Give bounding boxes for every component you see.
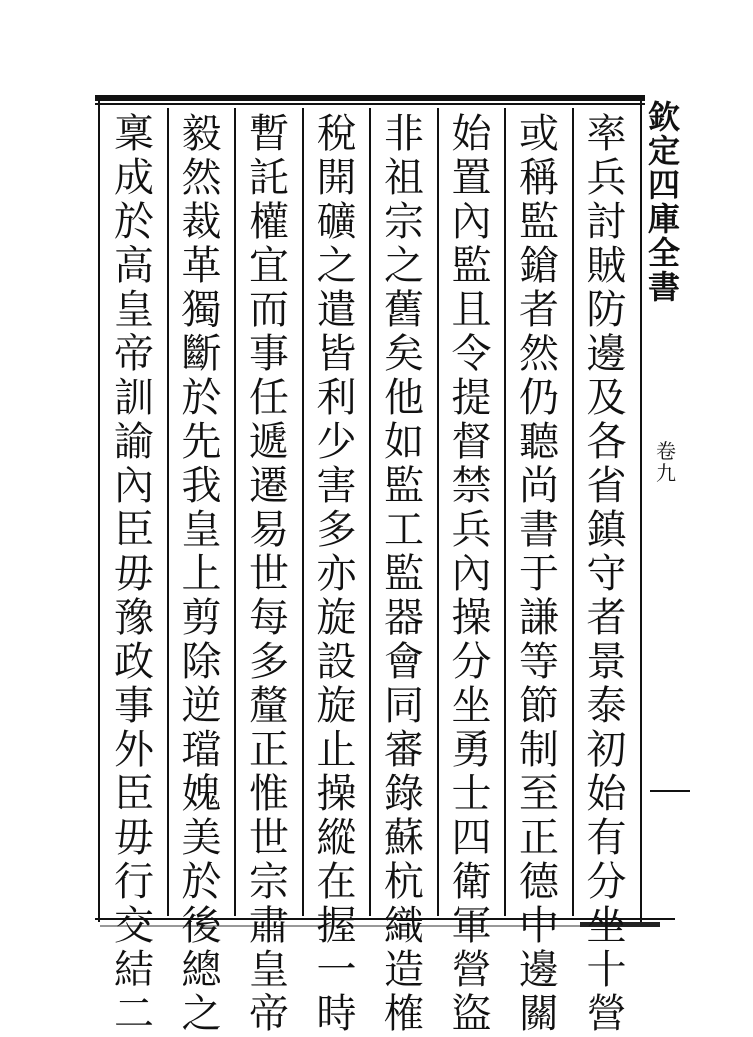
column-char: 監 <box>451 243 492 289</box>
column-char: 暫 <box>249 111 289 157</box>
column-char: 舊 <box>384 287 424 333</box>
column-char: 多 <box>249 639 289 685</box>
column-char: 賊 <box>586 243 627 289</box>
column-char: 稟 <box>114 111 154 157</box>
column-char: 始 <box>451 111 492 157</box>
column-char: 仍 <box>519 375 559 421</box>
column-char: 害 <box>316 463 357 509</box>
column-char: 鎮 <box>586 507 627 553</box>
column-char: 美 <box>181 815 222 861</box>
column-char: 至 <box>519 771 559 817</box>
column-char: 分 <box>586 859 627 905</box>
column-char: 內 <box>451 199 492 245</box>
margin-title-char: 庫 <box>647 200 680 238</box>
column-char: 裁 <box>181 199 222 245</box>
column-char: 握 <box>316 903 357 949</box>
column-char: 諭 <box>114 419 154 465</box>
column-char: 內 <box>451 551 492 597</box>
margin-book-title <box>646 100 682 370</box>
column-char: 內 <box>114 463 154 509</box>
column-char: 正 <box>519 815 559 861</box>
column-char: 兵 <box>586 155 627 201</box>
column-char: 勇 <box>451 727 492 773</box>
column-char: 革 <box>181 243 222 289</box>
column-char: 旋 <box>316 683 357 729</box>
column-char: 盜 <box>451 991 492 1037</box>
column-char: 及 <box>586 375 627 421</box>
column-char: 毋 <box>114 815 154 861</box>
column-char: 易 <box>249 507 289 553</box>
column-char: 事 <box>249 331 289 377</box>
column-char: 高 <box>114 243 154 289</box>
column-char: 行 <box>114 859 154 905</box>
column-char: 少 <box>316 419 357 465</box>
column-char: 祖 <box>384 155 424 201</box>
column-char: 二 <box>114 991 154 1037</box>
column-char: 禁 <box>451 463 492 509</box>
column-char: 矣 <box>384 331 424 377</box>
column-char: 毋 <box>114 551 154 597</box>
column-char: 同 <box>384 683 424 729</box>
column-char: 監 <box>384 551 424 597</box>
column-char: 皆 <box>316 331 357 377</box>
column-char: 各 <box>586 419 627 465</box>
column-char: 旋 <box>316 595 357 641</box>
column-char: 四 <box>451 815 492 861</box>
column-char: 惟 <box>249 771 289 817</box>
text-column <box>100 111 168 1037</box>
column-char: 斷 <box>181 331 222 377</box>
column-char: 令 <box>451 331 492 377</box>
column-char: 肅 <box>249 903 289 949</box>
column-char: 剪 <box>181 595 222 641</box>
column-char: 臣 <box>114 771 154 817</box>
column-char: 錄 <box>384 771 424 817</box>
column-char: 聽 <box>519 419 559 465</box>
column-char: 世 <box>249 551 289 597</box>
text-column <box>235 111 303 1037</box>
column-char: 關 <box>519 991 559 1037</box>
margin-juan-char: 九 <box>656 461 676 485</box>
column-char: 營 <box>586 991 627 1037</box>
column-char: 之 <box>384 243 424 289</box>
column-char: 德 <box>519 859 559 905</box>
column-char: 之 <box>181 991 222 1037</box>
column-char: 邊 <box>586 331 627 377</box>
column-char: 制 <box>519 727 559 773</box>
column-char: 我 <box>181 463 222 509</box>
column-char: 兵 <box>451 507 492 553</box>
column-char: 世 <box>249 815 289 861</box>
column-char: 且 <box>451 287 492 333</box>
column-char: 軍 <box>451 903 492 949</box>
column-char: 每 <box>249 595 289 641</box>
column-char: 外 <box>114 727 154 773</box>
column-char: 利 <box>316 375 357 421</box>
column-char: 皇 <box>181 507 222 553</box>
column-char: 毅 <box>181 111 222 157</box>
column-char: 審 <box>384 727 424 773</box>
text-column <box>168 111 236 1037</box>
column-char: 成 <box>114 155 154 201</box>
column-char: 遣 <box>316 287 357 333</box>
text-column <box>370 111 438 1037</box>
column-char: 時 <box>316 991 357 1037</box>
column-char: 逆 <box>181 683 222 729</box>
text-column <box>438 111 506 1037</box>
column-char: 稅 <box>316 111 357 157</box>
column-char: 織 <box>384 903 424 949</box>
column-char: 皇 <box>114 287 154 333</box>
column-char: 工 <box>384 507 424 553</box>
column-char: 總 <box>181 947 222 993</box>
column-char: 釐 <box>249 683 289 729</box>
column-char: 十 <box>586 947 627 993</box>
column-char: 操 <box>451 595 492 641</box>
text-column <box>303 111 371 1037</box>
column-char: 或 <box>519 111 559 157</box>
column-char: 中 <box>519 903 559 949</box>
column-char: 獨 <box>181 287 222 333</box>
column-char: 謙 <box>519 595 559 641</box>
column-char: 防 <box>586 287 627 333</box>
column-char: 景 <box>586 639 627 685</box>
column-char: 監 <box>384 463 424 509</box>
column-char: 任 <box>249 375 289 421</box>
column-char: 亦 <box>316 551 357 597</box>
margin-title-char: 四 <box>647 166 680 204</box>
column-char: 者 <box>519 287 559 333</box>
column-char: 監 <box>519 199 559 245</box>
margin-volume-label <box>652 440 680 484</box>
column-char: 而 <box>249 287 289 333</box>
column-char: 榷 <box>384 991 424 1037</box>
column-char: 等 <box>519 639 559 685</box>
column-char: 始 <box>586 771 627 817</box>
column-char: 止 <box>316 727 357 773</box>
column-char: 操 <box>316 771 357 817</box>
column-char: 縱 <box>316 815 357 861</box>
column-char: 在 <box>316 859 357 905</box>
column-char: 宗 <box>384 199 424 245</box>
column-char: 于 <box>519 551 559 597</box>
column-char: 督 <box>451 419 492 465</box>
column-char: 皇 <box>249 947 289 993</box>
column-char: 豫 <box>114 595 154 641</box>
column-char: 於 <box>181 375 222 421</box>
column-char: 後 <box>181 903 222 949</box>
column-char: 他 <box>384 375 424 421</box>
column-char: 蘇 <box>384 815 424 861</box>
margin-juan-char: 卷 <box>656 439 676 463</box>
column-char: 正 <box>249 727 289 773</box>
column-char: 會 <box>384 639 424 685</box>
column-char: 討 <box>586 199 627 245</box>
column-char: 稱 <box>519 155 559 201</box>
column-char: 衛 <box>451 859 492 905</box>
column-char: 交 <box>114 903 154 949</box>
column-char: 非 <box>384 111 424 157</box>
column-char: 訓 <box>114 375 154 421</box>
column-char: 杭 <box>384 859 424 905</box>
column-char: 尚 <box>519 463 559 509</box>
column-char: 鎗 <box>519 243 559 289</box>
column-char: 造 <box>384 947 424 993</box>
column-char: 璫 <box>181 727 222 773</box>
margin-title-char: 全 <box>647 234 680 272</box>
column-char: 書 <box>519 507 559 553</box>
column-char: 多 <box>316 507 357 553</box>
column-char: 者 <box>586 595 627 641</box>
column-char: 託 <box>249 155 289 201</box>
column-char: 帝 <box>249 991 289 1037</box>
column-char: 礦 <box>316 199 357 245</box>
column-char: 於 <box>114 199 154 245</box>
column-char: 權 <box>249 199 289 245</box>
column-char: 然 <box>519 331 559 377</box>
column-char: 於 <box>181 859 222 905</box>
column-char: 坐 <box>586 903 627 949</box>
column-char: 率 <box>586 111 627 157</box>
column-char: 器 <box>384 595 424 641</box>
column-char: 士 <box>451 771 492 817</box>
top-border <box>95 95 645 101</box>
column-char: 坐 <box>451 683 492 729</box>
text-column <box>505 111 573 1037</box>
column-char: 政 <box>114 639 154 685</box>
column-char: 之 <box>316 243 357 289</box>
column-char: 有 <box>586 815 627 861</box>
column-char: 泰 <box>586 683 627 729</box>
column-char: 一 <box>316 947 357 993</box>
column-char: 營 <box>451 947 492 993</box>
column-char: 守 <box>586 551 627 597</box>
column-char: 除 <box>181 639 222 685</box>
column-char: 然 <box>181 155 222 201</box>
column-char: 上 <box>181 551 222 597</box>
column-char: 邊 <box>519 947 559 993</box>
margin-title-char: 書 <box>647 268 680 306</box>
column-char: 宜 <box>249 243 289 289</box>
column-char: 結 <box>114 947 154 993</box>
text-column <box>573 111 641 1037</box>
column-char: 節 <box>519 683 559 729</box>
column-char: 媿 <box>181 771 222 817</box>
column-char: 提 <box>451 375 492 421</box>
column-char: 省 <box>586 463 627 509</box>
column-char: 遷 <box>249 463 289 509</box>
column-char: 遞 <box>249 419 289 465</box>
column-char: 設 <box>316 639 357 685</box>
column-char: 臣 <box>114 507 154 553</box>
margin-title-char: 欽 <box>647 98 680 136</box>
column-char: 宗 <box>249 859 289 905</box>
column-char: 初 <box>586 727 627 773</box>
column-char: 先 <box>181 419 222 465</box>
column-char: 帝 <box>114 331 154 377</box>
top-border-inner <box>95 103 645 105</box>
margin-edge-mark <box>650 790 690 792</box>
column-char: 如 <box>384 419 424 465</box>
margin-title-char: 定 <box>647 132 680 170</box>
column-char: 開 <box>316 155 357 201</box>
column-char: 置 <box>451 155 492 201</box>
column-char: 事 <box>114 683 154 729</box>
column-char: 分 <box>451 639 492 685</box>
